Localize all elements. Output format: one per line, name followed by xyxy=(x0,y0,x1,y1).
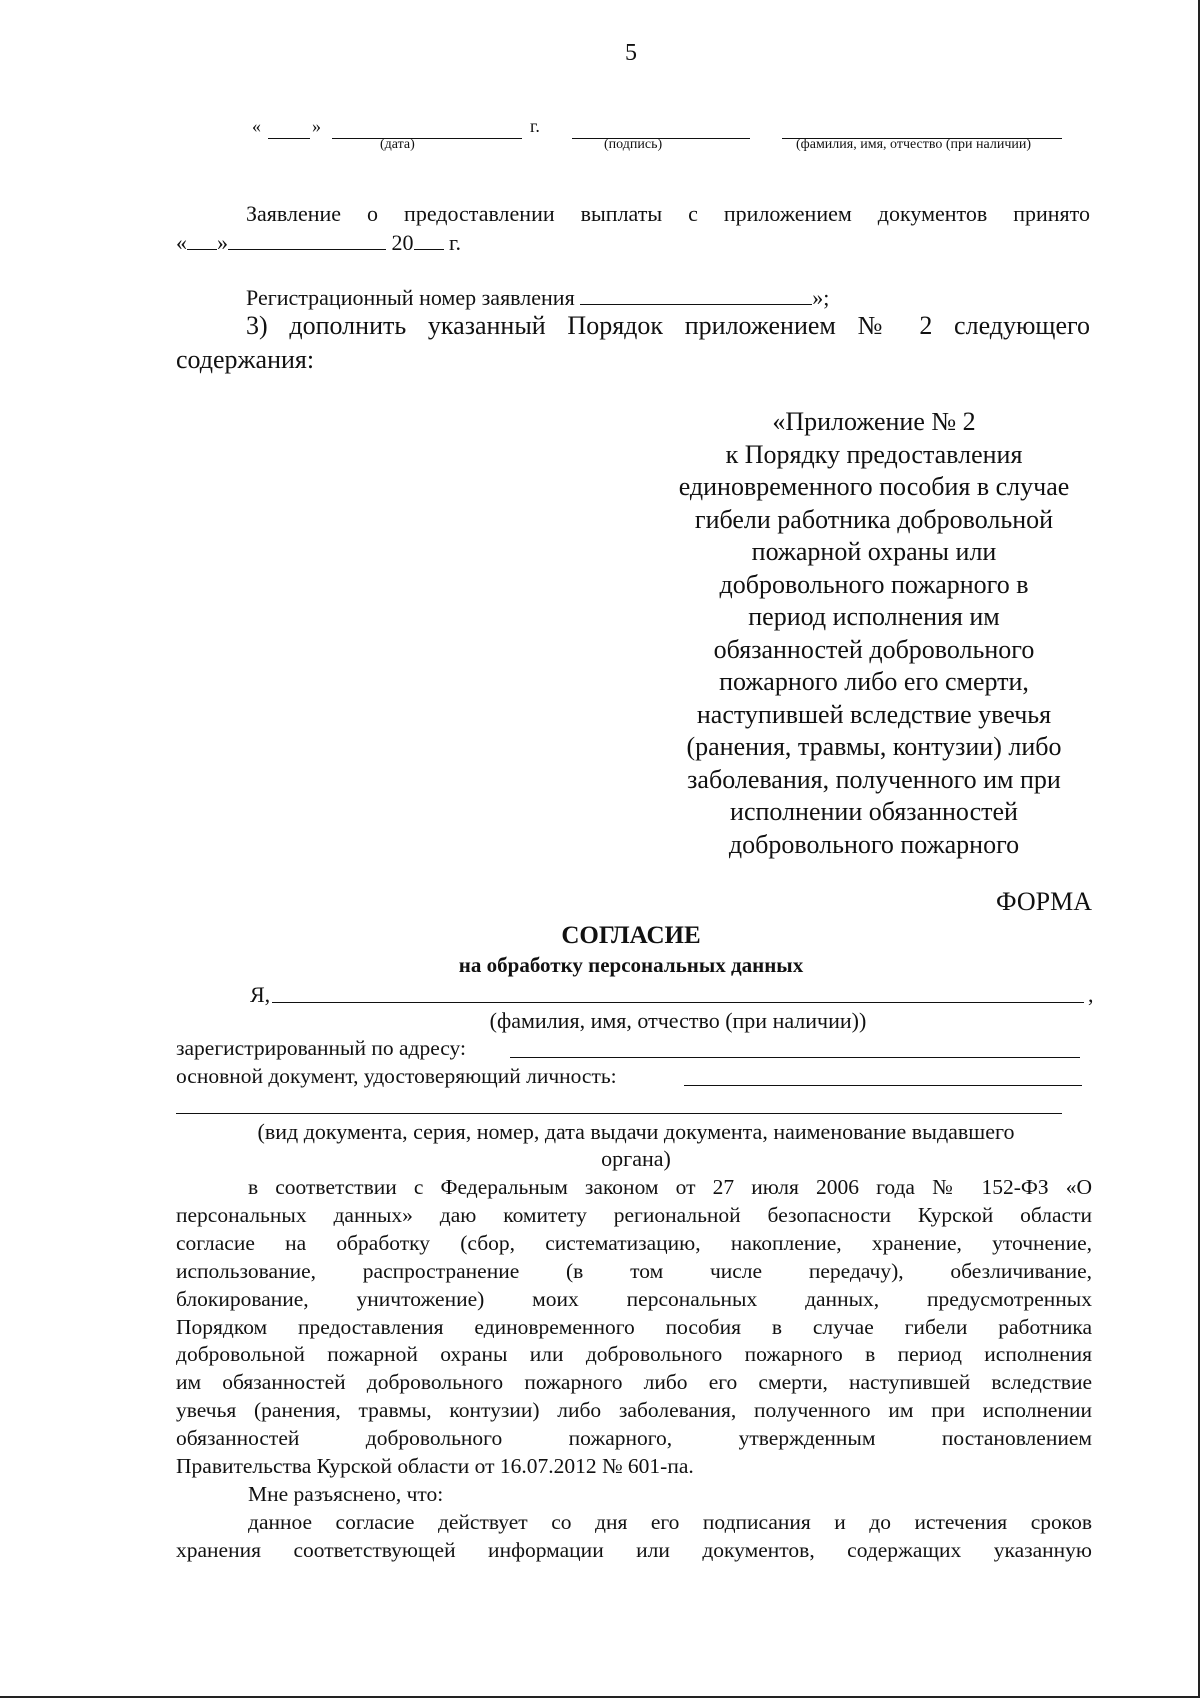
explained-line: Мне разъяснено, что: xyxy=(248,1481,444,1506)
document-caption xyxy=(176,1118,1096,1172)
document-line-2 xyxy=(176,1112,1062,1114)
consent-body-line: добровольной пожарной охраны или добровольного пожарного в период исполнения xyxy=(176,1342,1092,1367)
full-name-line xyxy=(272,1000,1084,1003)
accept-open-quote: « xyxy=(176,230,187,255)
signature-blank-line xyxy=(572,116,750,139)
consent-subtitle: на обработку персональных данных xyxy=(458,953,804,977)
consent-title: СОГЛАСИЕ xyxy=(561,922,701,949)
accept-month-line xyxy=(228,229,386,250)
amendment-line-2: содержания: xyxy=(176,345,315,374)
consent-body-line: Порядком предоставления единовременного пособия в случае гибели работника xyxy=(176,1314,1092,1339)
final-line: данное согласие действует со дня его подписания и до истечения сроков xyxy=(248,1509,1092,1534)
consent-body xyxy=(176,1174,1092,1565)
appendix-line: единовременного пособия в случае xyxy=(678,472,1070,501)
consent-body-line: обязанностей добровольного пожарного, утвержденным постановлением xyxy=(176,1426,1092,1451)
form-label: ФОРМА xyxy=(996,887,1092,916)
appendix-line: исполнении обязанностей xyxy=(730,797,1018,826)
document-caption-line-2: органа) xyxy=(601,1146,671,1171)
registration-line xyxy=(246,284,1160,312)
consent-body-line: блокирование, уничтожение) моих персональных данных, предусмотренных xyxy=(176,1286,1092,1311)
registration-tail: »; xyxy=(812,285,830,310)
appendix-line: обязанностей добровольного xyxy=(713,634,1035,664)
accept-year-line xyxy=(414,229,444,250)
year-suffix: г. xyxy=(530,116,540,136)
accept-year-suffix: г. xyxy=(449,230,462,255)
appendix-line: период исполнения им xyxy=(748,602,1000,631)
appendix-line: заболевания, полученного им при xyxy=(687,764,1061,794)
registration-label: Регистрационный номер заявления xyxy=(246,285,575,310)
document-caption-line-1: (вид документа, серия, номер, дата выдачи документа, наименование выдавшего xyxy=(257,1119,1015,1144)
accept-day-line xyxy=(187,229,217,250)
final-line: хранения соответствующей информации или документов, содержащих указанную xyxy=(176,1537,1092,1562)
consent-body-line: использование, распространение (в том числе передачу), обезличивание, xyxy=(176,1258,1092,1283)
date-blank-line xyxy=(332,116,522,139)
consent-body-line: в соответствии с Федеральным законом от 27 июля 2006 года № 152-ФЗ «О xyxy=(248,1175,1092,1199)
signature-caption: (подпись) xyxy=(604,137,663,152)
date-caption: (дата) xyxy=(380,137,415,152)
document-label: основной документ, удостоверяющий личность: xyxy=(176,1064,617,1088)
appendix-line: добровольного пожарного xyxy=(728,829,1020,859)
page-number: 5 xyxy=(625,40,637,66)
consent-body-line: увечья (ранения, травмы, контузии) либо заболевания, полученного им при исполнении xyxy=(176,1398,1092,1423)
appendix-line: пожарной охраны или xyxy=(751,537,997,566)
appendix-line: добровольного пожарного в xyxy=(719,569,1029,599)
appendix-line: к Порядку предоставления xyxy=(725,439,1023,469)
appendix-header xyxy=(656,406,1092,861)
date-close-quote: » xyxy=(312,116,321,136)
appendix-line: пожарного либо его смерти, xyxy=(719,667,1029,696)
consent-body-line: персональных данных» даю комитету региональной безопасности Курской области xyxy=(176,1202,1092,1227)
amendment-line-1: 3) дополнить указанный Порядок приложением № 2 следующего xyxy=(246,311,1090,340)
appendix-line: «Приложение № 2 xyxy=(772,407,976,436)
date-open-quote: « xyxy=(252,116,261,136)
document-line xyxy=(684,1084,1082,1086)
appendix-line: наступившей вследствие увечья xyxy=(696,699,1052,729)
accept-close-quote: » xyxy=(217,230,228,255)
name-caption: (фамилия, имя, отчество (при наличии) xyxy=(796,137,1032,152)
consent-body-line: согласие на обработку (сбор, систематизацию, накопление, хранение, уточнение, xyxy=(176,1230,1092,1255)
accept-year-prefix: 20 xyxy=(391,230,414,255)
appendix-line: (ранения, травмы, контузии) либо xyxy=(686,732,1062,761)
day-blank-line xyxy=(268,116,310,139)
appendix-line: гибели работника добровольной xyxy=(694,504,1054,534)
address-label: зарегистрированный по адресу: xyxy=(176,1036,466,1060)
consent-body-line: им обязанностей добровольного пожарного либо его смерти, наступившей вследствие xyxy=(176,1370,1092,1395)
acceptance-date xyxy=(176,229,1090,257)
address-line xyxy=(510,1056,1080,1058)
name-comma: , xyxy=(1088,982,1094,1007)
acceptance-line: Заявление о предоставлении выплаты с приложением документов принято xyxy=(246,201,1090,226)
i-label: Я, xyxy=(250,982,271,1007)
consent-body-line: Правительства Курской области от 16.07.2012 № 601-па. xyxy=(176,1454,694,1479)
full-name-caption: (фамилия, имя, отчество (при наличии)) xyxy=(489,1008,867,1033)
registration-blank-line xyxy=(580,284,812,305)
name-blank-line xyxy=(782,116,1062,139)
